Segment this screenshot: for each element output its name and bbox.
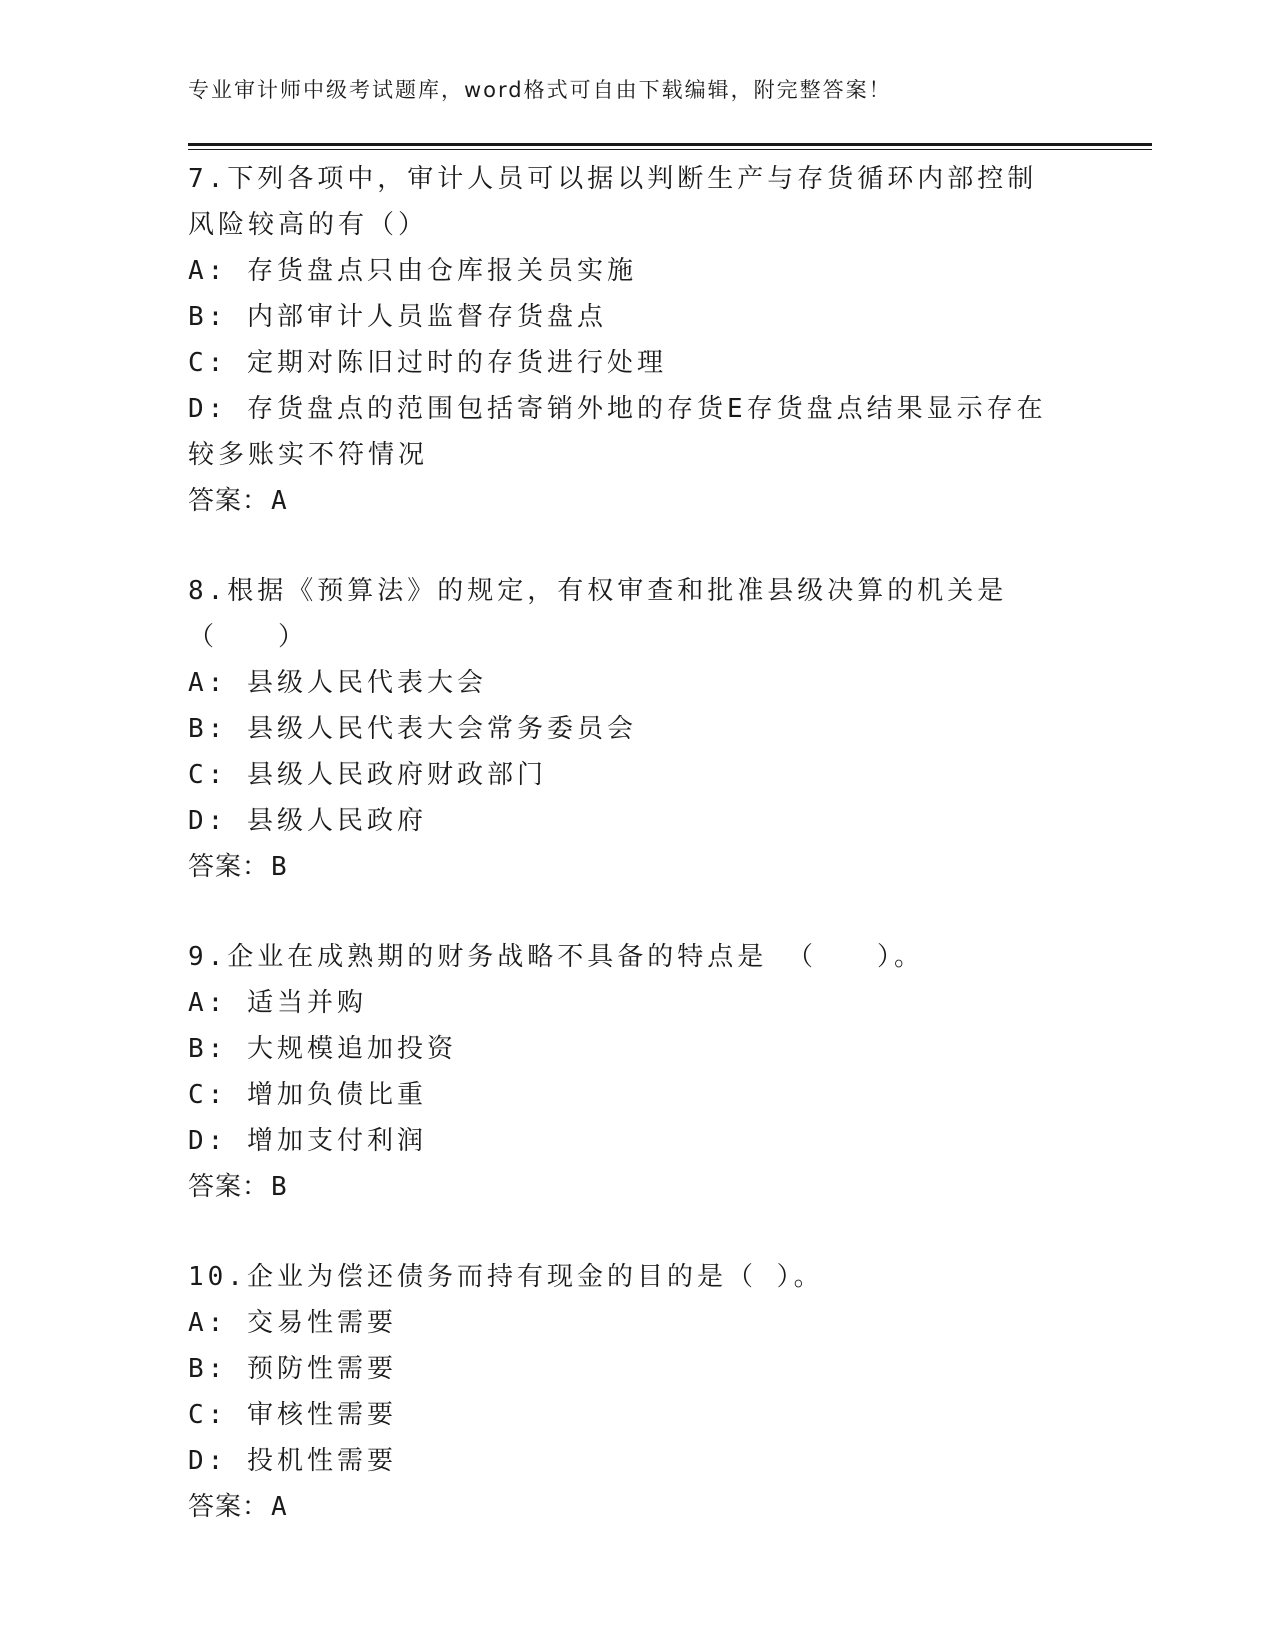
question-7 (188, 156, 1088, 524)
option-c: C: 增加负债比重 (188, 1080, 427, 1110)
question-9 (188, 934, 1088, 1210)
option-a: A: 县级人民代表大会 (188, 668, 487, 698)
question-10 (188, 1254, 1088, 1530)
question-8 (188, 568, 1088, 890)
answer-value: B (271, 852, 288, 882)
option-b: B: 县级人民代表大会常务委员会 (188, 714, 637, 744)
question-list (188, 156, 1088, 1574)
answer-label: 答案： (188, 1172, 270, 1202)
option-b: B: 内部审计人员监督存货盘点 (188, 302, 607, 332)
option-c: C: 审核性需要 (188, 1400, 397, 1430)
option-d: D: 存货盘点的范围包括寄销外地的存货E存货盘点结果显示存在较多账实不符情况 (188, 394, 1047, 470)
option-b: B: 大规模追加投资 (188, 1034, 457, 1064)
header-rule-thin (188, 149, 1152, 150)
option-d: D: 投机性需要 (188, 1446, 397, 1476)
answer-row (188, 1164, 1088, 1210)
question-stem: 8.根据《预算法》的规定，有权审查和批准县级决算的机关是（ ） (188, 576, 1008, 652)
answer-row (188, 1484, 1088, 1530)
answer-label: 答案： (188, 486, 270, 516)
option-a: A: 存货盘点只由仓库报关员实施 (188, 256, 637, 286)
answer-value: B (271, 1172, 288, 1202)
page-header: 专业审计师中级考试题库，word格式可自由下载编辑，附完整答案！ (188, 78, 892, 102)
option-d: D: 增加支付利润 (188, 1126, 427, 1156)
header-rule-thick (188, 143, 1152, 146)
option-c: C: 定期对陈旧过时的存货进行处理 (188, 348, 667, 378)
option-d: D: 县级人民政府 (188, 806, 427, 836)
answer-label: 答案： (188, 1492, 270, 1522)
question-stem: 7.下列各项中，审计人员可以据以判断生产与存货循环内部控制风险较高的有（） (188, 164, 1038, 240)
option-b: B: 预防性需要 (188, 1354, 397, 1384)
question-stem: 10.企业为偿还债务而持有现金的目的是（ ）。 (188, 1262, 824, 1292)
answer-value: A (271, 486, 288, 516)
option-a: A: 适当并购 (188, 988, 367, 1018)
answer-label: 答案： (188, 852, 270, 882)
answer-value: A (271, 1492, 288, 1522)
option-a: A: 交易性需要 (188, 1308, 397, 1338)
question-stem: 9.企业在成熟期的财务战略不具备的特点是 （ ）。 (188, 942, 924, 972)
answer-row (188, 844, 1088, 890)
option-c: C: 县级人民政府财政部门 (188, 760, 547, 790)
answer-row (188, 478, 1088, 524)
